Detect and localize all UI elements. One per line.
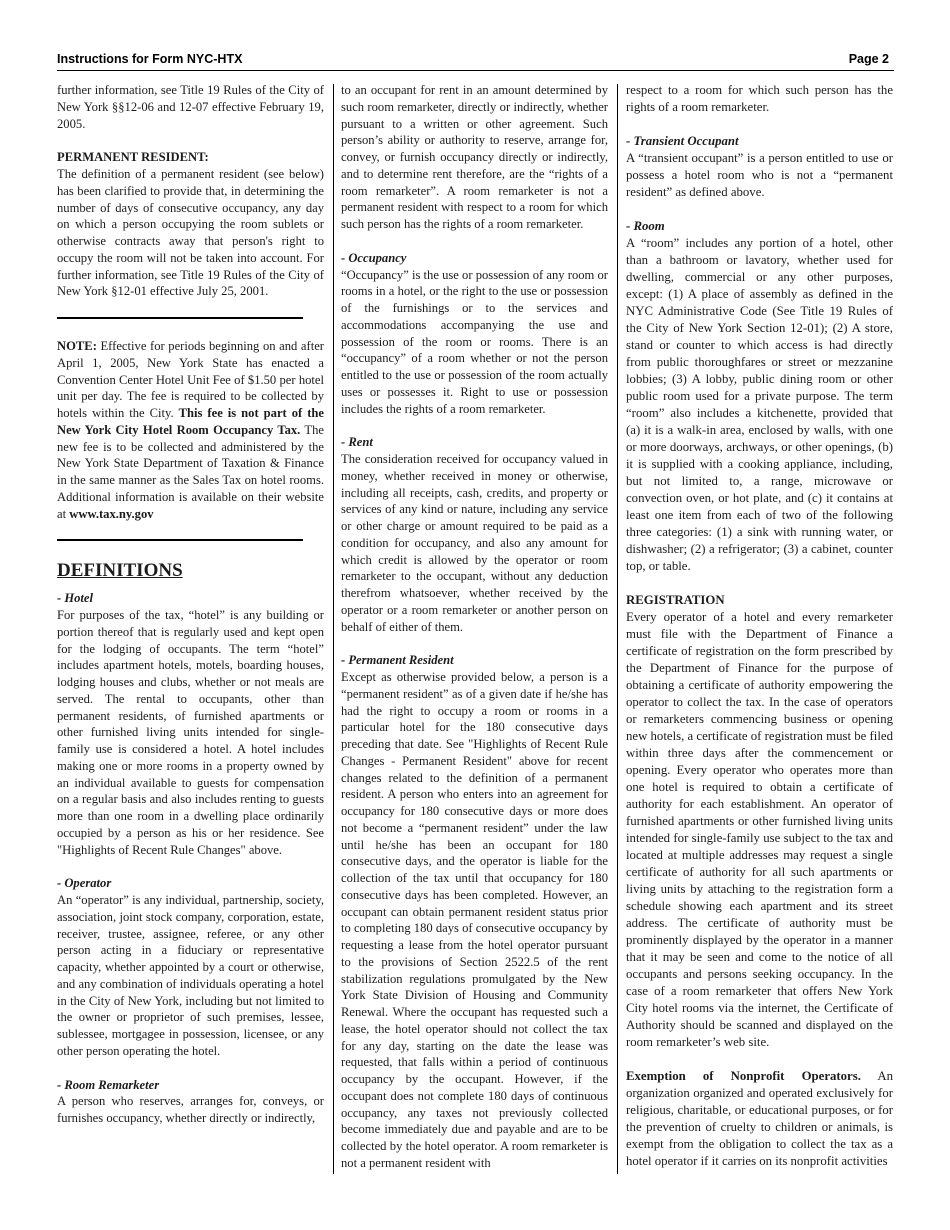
definition-heading: - Rent — [341, 435, 373, 450]
definition-heading: - Hotel — [57, 591, 94, 606]
definition-heading: - Transient Occupant — [626, 134, 739, 148]
definition-heading: - Room Remarketer — [57, 1077, 160, 1092]
definition-transient-occupant — [626, 133, 893, 201]
definition-body: “Occupancy” is the use or possession of any room or rooms in a hotel, or the right to the use or possession of the furnishings or to the services and accommodations accompanying the use and possession of the room or rooms. There is an “occupancy” of a room whether or not the person entitled to the use or possession of the room actually uses or possesses it. Right to use or possession includes the rights of a room remarketer. — [341, 267, 608, 416]
separator-line — [57, 539, 303, 541]
definition-rent — [341, 434, 608, 635]
definition-body: A “transient occupant” is a person entitled to use or possess a hotel room who is not a “permanent resident” as defined above. — [626, 151, 893, 199]
column-divider-2 — [617, 84, 618, 1174]
definition-operator — [57, 875, 324, 1059]
registration-section — [626, 592, 893, 1051]
section-body: An organization organized and operated exclusively for religious, charitable, or educational purposes, or for the prevention of cruelty to children or animals, is exempt from the obligation to collect the tax as a hotel operator if it carries on its nonprofit activities — [626, 1069, 893, 1168]
room-remarketer-continued: to an occupant for rent in an amount determined by such room remarketer, directly or indirectly, whether pursuant to a written or other agreement. Such person’s ability or authority to reserve, arrange for, convey, or furnish occupancy directly or indirectly, and to determine rent therefore, are the “rights of a room remarketer”. A room remarketer is not a permanent resident with respect to a room for which such person has the rights of a room remarketer. — [341, 83, 608, 231]
form-title-header: Instructions for Form NYC-HTX — [57, 52, 243, 66]
definition-permanent-resident — [341, 652, 608, 1171]
column-divider-1 — [333, 84, 334, 1174]
definitions-title: DEFINITIONS — [57, 560, 183, 582]
definition-heading: - Room — [626, 219, 665, 233]
definition-heading: - Occupancy — [341, 250, 407, 265]
column-3 — [626, 82, 893, 1170]
definition-body: A person who reserves, arranges for, conveys, or furnishes occupancy, whether directly or indirectly, — [57, 1094, 324, 1125]
header-rule — [57, 70, 894, 71]
definition-body: A “room” includes any portion of a hotel, other than a bathroom or lavatory, whether used for dwelling, commercial or any other purposes, except: (1) A place of assembly as defined in the NYC Administrative Code (See Title 19 Rules of the City of New York Section 12-01); (2) A store, stand or counter to which access is had directly from public thoroughfares or street or mezzanine lobbies; (3) A lobby, public dining room or other public room used for a private purpose. The term “room” also includes a kitchenette, provided that (a) it is a walk-in area, enclosed by walls, with one or more doorways, archways, or other openings, (b) it is supplied with a cooking appliance, including, but not limited to, a range, microwave or convection oven, or hot plate, and (c) it contains at least one item from each of two of the following three categories: (1) a sink with running water, or dishwasher; (2) a refrigerator; (3) a cabinet, counter top, or table. — [626, 236, 893, 573]
permanent-resident-highlight — [57, 149, 324, 300]
section-heading: PERMANENT RESIDENT: — [57, 150, 209, 165]
definition-room — [626, 218, 893, 575]
exemption-section — [626, 1068, 893, 1170]
section-heading: REGISTRATION — [626, 593, 725, 607]
definition-body: Except as otherwise provided below, a person is a “permanent resident” as of a given date if he/she has had the right to occupy a room or rooms in a particular hotel for the 180 consecutive days preceding that date. See "Highlights of Recent Rule Changes - Permanent Resident" above for recent changes related to the definition of a permanent resident. A person who enters into an agreement for occupancy for 180 consecutive days or more does not become a “permanent resident” under the law until he/she has been an occupant for 180 consecutive days, and the operator is liable for the collection of the tax until that occupancy for 180 consecutive days has been completed. However, an occupant can obtain permanent resident status prior to completing 180 days of consecutive occupancy by requesting a lease from the hotel operator pursuant to the provisions of Section 2522.5 of the rent stabilization regulations promulgated by the New York State Division of Housing and Community Renewal. Where the occupant has requested such a lease, the hotel operator should not collect the tax for any day, starting on the date the lease was requested, that falls within a period of continuous occupancy by the occupant. However, if the occupant does not complete 180 days of continuous occupancy, any taxes not previously collected become immediately due and payable and are to be collected by the hotel operator. A room remarketer is not a permanent resident with — [341, 670, 608, 1170]
section-body: The definition of a permanent resident (see below) has been clarified to provide that, in determining the number of days of consecutive occupancy, any day on which a person occupying the room sublets or otherwise contracts away that person's right to occupy the room will not be taken into account. For further information, see Title 19 Rules of the City of New York §12-01 effective July 25, 2001. — [57, 167, 324, 299]
definition-occupancy — [341, 250, 608, 418]
section-heading: Exemption of Nonprofit Operators. — [626, 1069, 861, 1083]
permanent-resident-continued: respect to a room for which such person has the rights of a room remarketer. — [626, 83, 893, 114]
separator-line — [57, 317, 303, 319]
page-number: Page 2 — [848, 52, 889, 66]
section-body: Every operator of a hotel and every remarketer must file with the Department of Finance a certificate of registration on the form prescribed by the Department of Finance for the purpose of obtaining a certificate of authority empowering the operator to collect the tax. In the case of operators or remarketers commencing business or opening new hotels, a certificate of registration must be filed within three days after the commencement or opening. Every operator who operates more than one hotel is required to obtain a certificate of authority for each establishment. An operator of furnished apartments or other furnished living units intended for single-family use subject to the tax and located at multiple addresses may request a single certificate of authority for all such apartments or living units by attaching to the registration form a schedule showing each apartment and its street address. The certificate of authority must be prominently displayed by the operator in a manner that it may be seen and come to the notice of all occupants and persons seeking occupancy. In the case of a room remarketer that offers New York City hotel rooms via the internet, the Certificate of Authority should be scanned and displayed on the room remarketer’s web site. — [626, 610, 893, 1049]
note-label: NOTE: — [57, 339, 97, 353]
note-text: Effective for periods beginning on and after April 1, 2005, New York State has enacted a Convention Center Hotel Unit Fee of $1.50 per hotel unit per day. The fee is required to be collected by hotels within the City. — [57, 339, 324, 420]
column-2 — [341, 82, 608, 1172]
note-paragraph — [57, 338, 324, 522]
definition-room-remarketer — [57, 1077, 324, 1127]
definition-body: The consideration received for occupancy valued in money, whether received in money or otherwise, including all receipts, cash, credits, and property or services of any kind or nature, including any service or other charge or amount required to be paid as a condition for occupancy, and also any amount for which credit is allowed by the operator or room remarketer to the occupant, without any deduction therefrom whatsoever, whether received by the operator or a room remarketer or another person on behalf of either of them. — [341, 452, 608, 634]
website-link[interactable]: www.tax.ny.gov — [69, 506, 154, 521]
intro-paragraph: further information, see Title 19 Rules of the City of New York §§12-06 and 12-07 effective February 19, 2005. — [57, 83, 324, 131]
definition-heading: - Permanent Resident — [341, 653, 454, 668]
column-1 — [57, 82, 324, 1127]
note-text-continued: The new fee is to be collected and administered by the New York State Department of Taxation & Finance in the same manner as the Sales Tax on hotel rooms. Additional information is available on their website at — [57, 422, 324, 521]
note-bold-text: This fee is not part of the New York City Hotel Room Occupancy Tax. — [57, 406, 325, 437]
definition-body: For purposes of the tax, “hotel” is any building or portion thereof that is regularly used and kept open for the lodging of occupants. The term “hotel” includes apartment hotels, motels, boarding houses, lodging houses and clubs, whether or not meals are served. The rental to occupants, other than permanent residents, of furnished apartments or other furnished living units intended for single-family use is considered a hotel. A hotel includes making one or more rooms in a property owned by an individual available to guests for compensation on a regular basis and also includes renting to guests more than one room in a dwelling place ordinarily occupied by a person as his or her residence. See "Highlights of Recent Rule Changes" above. — [57, 608, 324, 857]
definition-hotel — [57, 590, 324, 858]
definition-heading: - Operator — [57, 876, 112, 891]
definition-body: An “operator” is any individual, partnership, society, association, joint stock company, corporation, estate, receiver, trustee, assignee, referee, or any other person acting in a fiduciary or representative capacity, whether appointed by a court or otherwise, and any combination of individuals operating a hotel in the City of New York, including but not limited to the owner or proprietor of such premises, lessee, sublessee, mortgagee in possession, licensee, or any other person operating the hotel. — [57, 893, 324, 1058]
